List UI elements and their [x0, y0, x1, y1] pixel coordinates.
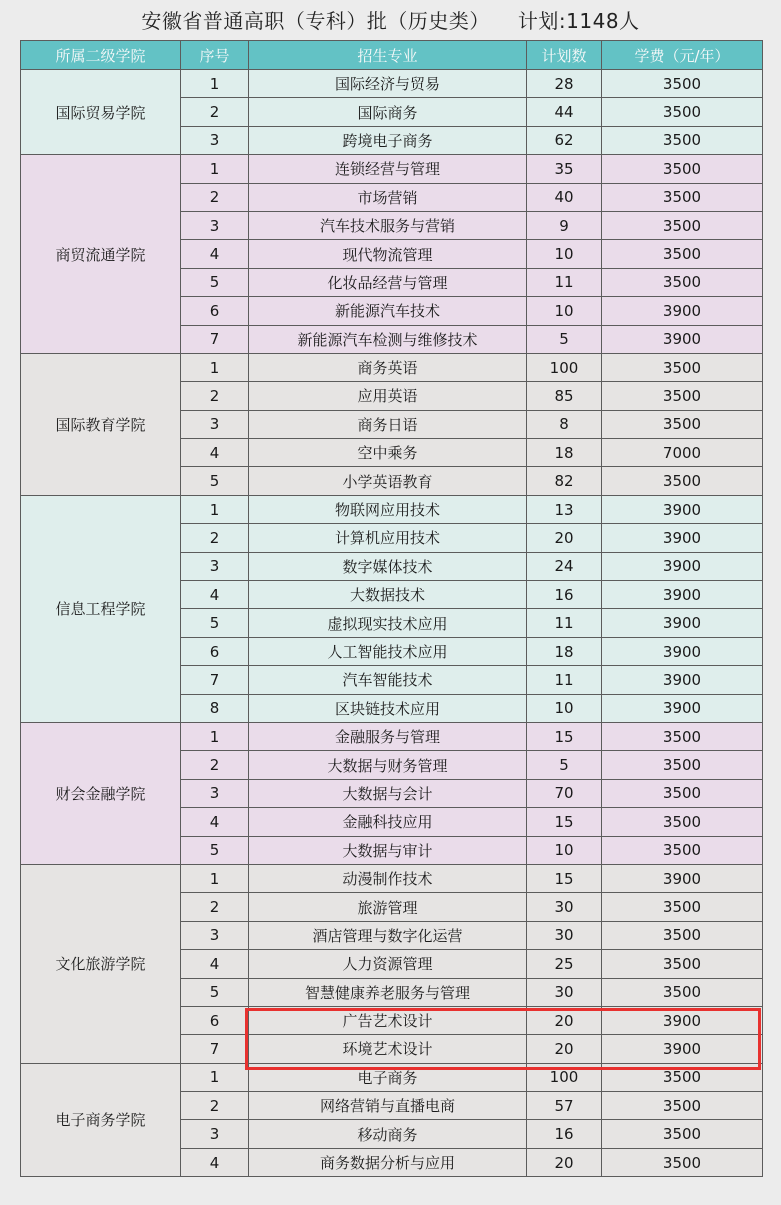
serial-number-cell: 4 — [181, 240, 249, 268]
plan-count-cell: 13 — [527, 495, 602, 523]
major-name-cell: 智慧健康养老服务与管理 — [249, 978, 527, 1006]
tuition-fee-cell: 3500 — [602, 893, 763, 921]
major-name-cell: 商务数据分析与应用 — [249, 1148, 527, 1176]
major-name-cell: 跨境电子商务 — [249, 126, 527, 154]
major-name-cell: 环境艺术设计 — [249, 1035, 527, 1063]
plan-count-cell: 100 — [527, 1063, 602, 1091]
title-plan-total: 计划:1148人 — [517, 9, 640, 33]
plan-count-cell: 20 — [527, 1035, 602, 1063]
table-row — [21, 1063, 763, 1091]
table-body — [21, 70, 763, 1177]
serial-number-cell: 8 — [181, 694, 249, 722]
serial-number-cell: 5 — [181, 268, 249, 296]
table-row — [21, 155, 763, 183]
tuition-fee-cell: 3900 — [602, 694, 763, 722]
major-name-cell: 广告艺术设计 — [249, 1006, 527, 1034]
table-row — [21, 722, 763, 750]
major-name-cell: 大数据技术 — [249, 581, 527, 609]
plan-count-cell: 15 — [527, 864, 602, 892]
plan-count-cell: 18 — [527, 637, 602, 665]
serial-number-cell: 1 — [181, 864, 249, 892]
plan-count-cell: 20 — [527, 524, 602, 552]
major-name-cell: 空中乘务 — [249, 439, 527, 467]
serial-number-cell: 1 — [181, 722, 249, 750]
major-name-cell: 新能源汽车检测与维修技术 — [249, 325, 527, 353]
tuition-fee-cell: 3500 — [602, 836, 763, 864]
serial-number-cell: 2 — [181, 893, 249, 921]
tuition-fee-cell: 3900 — [602, 637, 763, 665]
tuition-fee-cell: 3500 — [602, 1148, 763, 1176]
tuition-fee-cell: 3500 — [602, 751, 763, 779]
plan-count-cell: 40 — [527, 183, 602, 211]
major-name-cell: 国际经济与贸易 — [249, 70, 527, 98]
major-name-cell: 应用英语 — [249, 382, 527, 410]
tuition-fee-cell: 3900 — [602, 325, 763, 353]
serial-number-cell: 1 — [181, 155, 249, 183]
major-name-cell: 金融科技应用 — [249, 808, 527, 836]
college-name-cell: 信息工程学院 — [21, 495, 181, 722]
serial-number-cell: 2 — [181, 382, 249, 410]
plan-count-cell: 16 — [527, 1120, 602, 1148]
tuition-fee-cell: 3900 — [602, 666, 763, 694]
serial-number-cell: 4 — [181, 950, 249, 978]
serial-number-cell: 6 — [181, 1006, 249, 1034]
plan-count-cell: 10 — [527, 297, 602, 325]
plan-count-cell: 30 — [527, 978, 602, 1006]
serial-number-cell: 1 — [181, 70, 249, 98]
major-name-cell: 物联网应用技术 — [249, 495, 527, 523]
tuition-fee-cell: 3500 — [602, 382, 763, 410]
major-name-cell: 商务日语 — [249, 410, 527, 438]
tuition-fee-cell: 3500 — [602, 950, 763, 978]
plan-count-cell: 11 — [527, 268, 602, 296]
tuition-fee-cell: 3500 — [602, 98, 763, 126]
serial-number-cell: 2 — [181, 183, 249, 211]
major-name-cell: 电子商务 — [249, 1063, 527, 1091]
serial-number-cell: 4 — [181, 439, 249, 467]
tuition-fee-cell: 3900 — [602, 1006, 763, 1034]
serial-number-cell: 3 — [181, 921, 249, 949]
tuition-fee-cell: 3500 — [602, 410, 763, 438]
serial-number-cell: 5 — [181, 609, 249, 637]
major-name-cell: 商务英语 — [249, 353, 527, 381]
plan-count-cell: 10 — [527, 694, 602, 722]
plan-count-cell: 8 — [527, 410, 602, 438]
serial-number-cell: 2 — [181, 98, 249, 126]
tuition-fee-cell: 3900 — [602, 609, 763, 637]
plan-count-cell: 11 — [527, 609, 602, 637]
major-name-cell: 网络营销与直播电商 — [249, 1092, 527, 1120]
tuition-fee-cell: 3500 — [602, 921, 763, 949]
major-name-cell: 汽车技术服务与营销 — [249, 211, 527, 239]
plan-count-cell: 18 — [527, 439, 602, 467]
serial-number-cell: 5 — [181, 836, 249, 864]
serial-number-cell: 3 — [181, 410, 249, 438]
major-name-cell: 大数据与会计 — [249, 779, 527, 807]
tuition-fee-cell: 3500 — [602, 467, 763, 495]
serial-number-cell: 4 — [181, 808, 249, 836]
major-name-cell: 新能源汽车技术 — [249, 297, 527, 325]
tuition-fee-cell: 3900 — [602, 495, 763, 523]
major-name-cell: 动漫制作技术 — [249, 864, 527, 892]
major-name-cell: 计算机应用技术 — [249, 524, 527, 552]
serial-number-cell: 7 — [181, 666, 249, 694]
major-name-cell: 移动商务 — [249, 1120, 527, 1148]
serial-number-cell: 2 — [181, 1092, 249, 1120]
major-name-cell: 人力资源管理 — [249, 950, 527, 978]
major-name-cell: 国际商务 — [249, 98, 527, 126]
college-name-cell: 电子商务学院 — [21, 1063, 181, 1177]
table-row — [21, 353, 763, 381]
plan-count-cell: 62 — [527, 126, 602, 154]
table-row — [21, 70, 763, 98]
plan-count-cell: 35 — [527, 155, 602, 183]
tuition-fee-cell: 3900 — [602, 581, 763, 609]
tuition-fee-cell: 3500 — [602, 183, 763, 211]
major-name-cell: 市场营销 — [249, 183, 527, 211]
plan-count-cell: 5 — [527, 325, 602, 353]
plan-count-cell: 44 — [527, 98, 602, 126]
serial-number-cell: 2 — [181, 524, 249, 552]
serial-number-cell: 6 — [181, 297, 249, 325]
tuition-fee-cell: 3500 — [602, 70, 763, 98]
major-name-cell: 虚拟现实技术应用 — [249, 609, 527, 637]
college-name-cell: 国际贸易学院 — [21, 70, 181, 155]
tuition-fee-cell: 3500 — [602, 240, 763, 268]
header-fee: 学费（元/年） — [602, 41, 763, 70]
serial-number-cell: 4 — [181, 581, 249, 609]
tuition-fee-cell: 3500 — [602, 211, 763, 239]
major-name-cell: 现代物流管理 — [249, 240, 527, 268]
serial-number-cell: 5 — [181, 467, 249, 495]
tuition-fee-cell: 3900 — [602, 1035, 763, 1063]
plan-count-cell: 100 — [527, 353, 602, 381]
major-name-cell: 酒店管理与数字化运营 — [249, 921, 527, 949]
college-name-cell: 国际教育学院 — [21, 353, 181, 495]
plan-count-cell: 5 — [527, 751, 602, 779]
major-name-cell: 小学英语教育 — [249, 467, 527, 495]
college-name-cell: 文化旅游学院 — [21, 864, 181, 1063]
plan-count-cell: 28 — [527, 70, 602, 98]
tuition-fee-cell: 7000 — [602, 439, 763, 467]
header-serial: 序号 — [181, 41, 249, 70]
plan-count-cell: 15 — [527, 808, 602, 836]
plan-count-cell: 9 — [527, 211, 602, 239]
major-name-cell: 旅游管理 — [249, 893, 527, 921]
header-plan: 计划数 — [527, 41, 602, 70]
plan-count-cell: 85 — [527, 382, 602, 410]
serial-number-cell: 2 — [181, 751, 249, 779]
major-name-cell: 大数据与财务管理 — [249, 751, 527, 779]
serial-number-cell: 7 — [181, 325, 249, 353]
serial-number-cell: 1 — [181, 353, 249, 381]
serial-number-cell: 3 — [181, 779, 249, 807]
major-name-cell: 汽车智能技术 — [249, 666, 527, 694]
tuition-fee-cell: 3900 — [602, 297, 763, 325]
tuition-fee-cell: 3500 — [602, 268, 763, 296]
plan-count-cell: 10 — [527, 836, 602, 864]
plan-count-cell: 16 — [527, 581, 602, 609]
tuition-fee-cell: 3500 — [602, 978, 763, 1006]
tuition-fee-cell: 3500 — [602, 126, 763, 154]
serial-number-cell: 5 — [181, 978, 249, 1006]
plan-count-cell: 20 — [527, 1148, 602, 1176]
major-name-cell: 金融服务与管理 — [249, 722, 527, 750]
major-name-cell: 数字媒体技术 — [249, 552, 527, 580]
tuition-fee-cell: 3500 — [602, 722, 763, 750]
tuition-fee-cell: 3500 — [602, 1063, 763, 1091]
table-header-row — [21, 41, 763, 70]
tuition-fee-cell: 3500 — [602, 1120, 763, 1148]
tuition-fee-cell: 3500 — [602, 808, 763, 836]
major-name-cell: 化妆品经营与管理 — [249, 268, 527, 296]
serial-number-cell: 1 — [181, 1063, 249, 1091]
plan-count-cell: 10 — [527, 240, 602, 268]
tuition-fee-cell: 3500 — [602, 353, 763, 381]
tuition-fee-cell: 3900 — [602, 552, 763, 580]
serial-number-cell: 3 — [181, 1120, 249, 1148]
major-name-cell: 区块链技术应用 — [249, 694, 527, 722]
page-title — [0, 6, 781, 36]
serial-number-cell: 3 — [181, 126, 249, 154]
serial-number-cell: 1 — [181, 495, 249, 523]
tuition-fee-cell: 3500 — [602, 779, 763, 807]
title-main: 安徽省普通高职（专科）批（历史类） — [141, 9, 490, 33]
table-row — [21, 495, 763, 523]
plan-count-cell: 11 — [527, 666, 602, 694]
plan-count-cell: 15 — [527, 722, 602, 750]
serial-number-cell: 3 — [181, 552, 249, 580]
serial-number-cell: 4 — [181, 1148, 249, 1176]
plan-count-cell: 25 — [527, 950, 602, 978]
plan-count-cell: 30 — [527, 893, 602, 921]
table-row — [21, 864, 763, 892]
plan-count-cell: 57 — [527, 1092, 602, 1120]
serial-number-cell: 7 — [181, 1035, 249, 1063]
major-name-cell: 人工智能技术应用 — [249, 637, 527, 665]
header-college: 所属二级学院 — [21, 41, 181, 70]
plan-count-cell: 82 — [527, 467, 602, 495]
serial-number-cell: 3 — [181, 211, 249, 239]
tuition-fee-cell: 3900 — [602, 524, 763, 552]
tuition-fee-cell: 3500 — [602, 155, 763, 183]
major-name-cell: 连锁经营与管理 — [249, 155, 527, 183]
tuition-fee-cell: 3500 — [602, 1092, 763, 1120]
tuition-fee-cell: 3900 — [602, 864, 763, 892]
serial-number-cell: 6 — [181, 637, 249, 665]
college-name-cell: 财会金融学院 — [21, 722, 181, 864]
enrollment-plan-table — [20, 40, 763, 1177]
plan-count-cell: 24 — [527, 552, 602, 580]
major-name-cell: 大数据与审计 — [249, 836, 527, 864]
college-name-cell: 商贸流通学院 — [21, 155, 181, 354]
plan-count-cell: 70 — [527, 779, 602, 807]
plan-count-cell: 30 — [527, 921, 602, 949]
header-major: 招生专业 — [249, 41, 527, 70]
plan-count-cell: 20 — [527, 1006, 602, 1034]
